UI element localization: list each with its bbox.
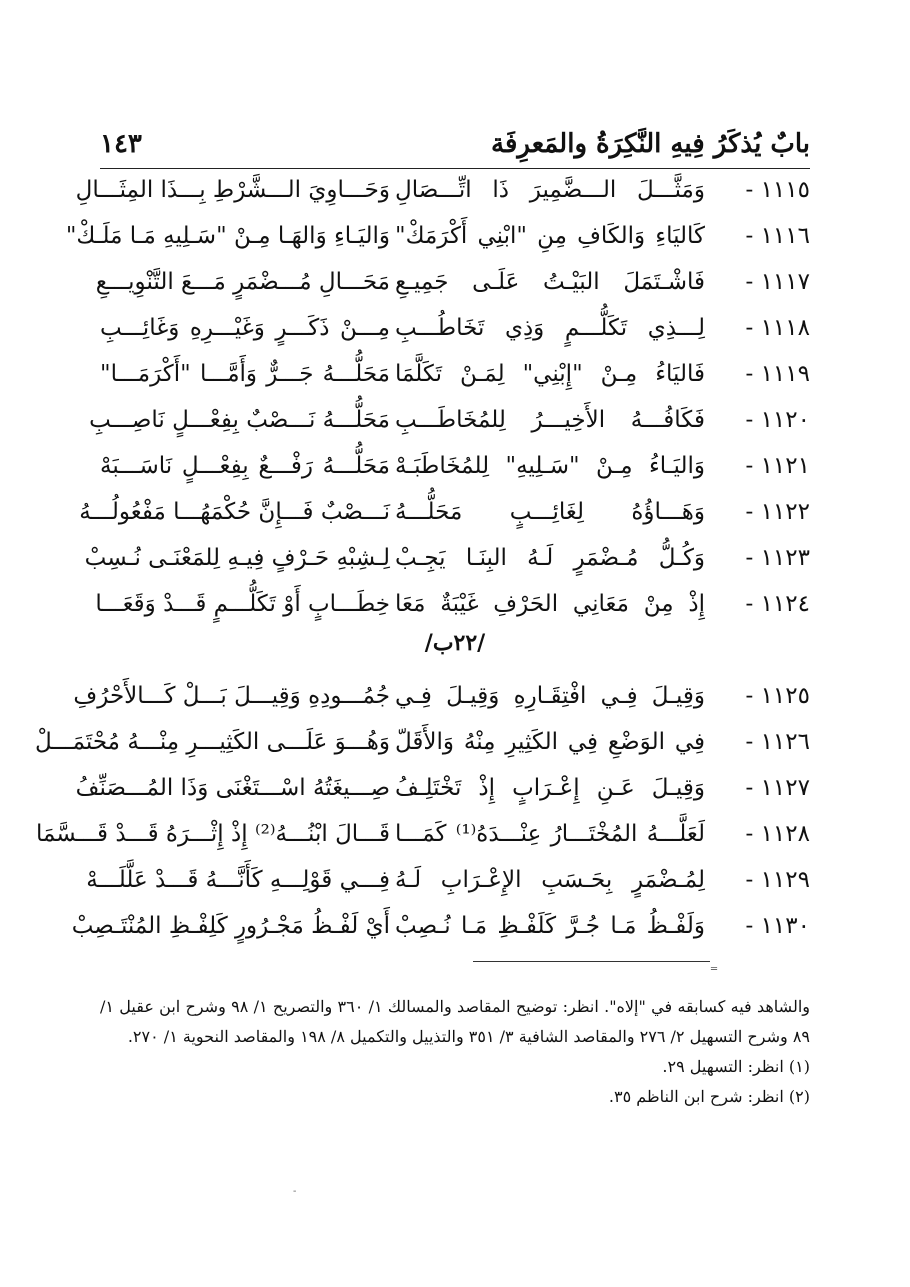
verse-first-hemistich: فَاليَاءُ مِـنْ "إِبْنِي" لِمَـنْ تَكَلَّمَا bbox=[395, 361, 705, 387]
verse-first-hemistich: لَعَلَّـــهُ المُخْتَـــارُ عِنْـــدَهُ⁽¹⁾ كَمَـــا bbox=[395, 821, 705, 847]
footnote-separator bbox=[473, 961, 710, 962]
verse-line bbox=[71, 906, 810, 952]
verse-number: ١١٢٥ - bbox=[745, 683, 810, 709]
verse-second-hemistich: قَـــالَ ابْنُـــهُ⁽²⁾ إِذْ إِثْـــرَهُ قَـــدْ قَـــسَّمَا bbox=[36, 821, 390, 847]
verse-first-hemistich: لِـــذِي تَكَلُّـــمٍ وَذِي تَخَاطُـــبِ bbox=[395, 315, 705, 341]
verse-line bbox=[86, 860, 810, 906]
verse-first-hemistich: لِمُـضْمَرٍ بِحَـسَبِ الإِعْـرَابِ لَـهُ bbox=[395, 867, 705, 893]
verse-first-hemistich: وَاليَـاءُ مِـنْ "سَـلِيهِ" لِلمُخَاطَبَـهْ bbox=[395, 453, 705, 479]
verse-first-hemistich: فَاشْـتَمَلَ البَيْـتُ عَلَـى جَمِيـعِ bbox=[395, 269, 705, 295]
verse-line bbox=[100, 308, 810, 354]
verse-second-hemistich: وَحَـــاوِيَ الـــشَّرْطِ بِـــذَا المِثَـــالِ bbox=[75, 177, 390, 203]
verse-number: ١١١٨ - bbox=[745, 315, 810, 341]
verse-number: ١١٢١ - bbox=[745, 453, 810, 479]
stray-mark: - bbox=[293, 1186, 297, 1197]
verse-second-hemistich: فِـــي قَوْلِـــهِ كَأَنَّـــهُ قَـــدْ عَلَّلَـــهْ bbox=[86, 867, 390, 893]
verse-line bbox=[75, 170, 810, 216]
verse-second-hemistich: مَحَلُّـــهُ نَـــصْبٌ بِفِعْـــلٍ نَاصِـــبِ bbox=[89, 407, 390, 433]
verse-second-hemistich: صِـــيغَتُهُ اسْـــتَغْنَى وَذَا المُـــصَنِّفُ bbox=[75, 775, 390, 801]
verse-first-hemistich: وَمَثَّـــلَ الـــضَّمِيرَ ذَا اتِّـــصَالِ bbox=[395, 177, 705, 203]
verse-number: ١١٣٠ - bbox=[745, 913, 810, 939]
verse-second-hemistich: وَاليَـاءِ وَالهَـا مِـنْ "سَـلِيهِ مَـا مَلَـكْ" bbox=[65, 223, 390, 249]
verse-number: ١١٢٩ - bbox=[745, 867, 810, 893]
verse-second-hemistich: جُمُـــودِهِ وَقِيـــلَ بَـــلْ كَـــالأَحْرُفِ bbox=[73, 683, 390, 709]
verse-line bbox=[34, 722, 810, 768]
verse-line bbox=[95, 262, 810, 308]
verse-number: ١١٢٣ - bbox=[745, 545, 810, 571]
footnotes bbox=[100, 992, 810, 1112]
verse-first-hemistich: وَهَـــاؤُهُ لِغَائِـــبٍ مَحَلُّـــهُ bbox=[395, 499, 705, 525]
footnote-2: (٢) انظر: شرح ابن الناظم ٣٥. bbox=[608, 1087, 810, 1106]
verse-first-hemistich: وَقِيـلَ عَـنِ إِعْـرَابٍ إِذْ تَخْتَلِـفُ bbox=[395, 775, 705, 801]
verse-first-hemistich: إِذْ مِنْ مَعَانِي الحَرْفِ غَيْبَةٌ مَعَا bbox=[395, 591, 705, 617]
verse-second-hemistich: لِـشِبْهِ حَـرْفٍ فِيـهِ لِلمَعْنَـى نُـسِبْ bbox=[84, 545, 390, 571]
verse-number: ١١٢٢ - bbox=[745, 499, 810, 525]
verse-second-hemistich: نَـــصْبٌ فَـــإِنَّ حُكْمَهُـــا مَفْعُولُـــهُ bbox=[79, 499, 390, 525]
verse-line bbox=[100, 354, 810, 400]
verse-number: ١١٢٤ - bbox=[745, 591, 810, 617]
verse-line bbox=[100, 446, 810, 492]
verse-line bbox=[36, 814, 810, 860]
verse-line bbox=[79, 492, 810, 538]
verse-number: ١١١٩ - bbox=[745, 361, 810, 387]
verse-second-hemistich: خِطَـــابٍ أَوْ تَكَلُّـــمٍ قَـــدْ وَقَعَـــا bbox=[95, 591, 390, 617]
verse-line bbox=[89, 400, 810, 446]
verse-number: ١١١٦ - bbox=[745, 223, 810, 249]
verse-first-hemistich: وَكُـلُّ مُـضْمَرٍ لَـهُ البِنَـا يَجِـبْ bbox=[395, 545, 705, 571]
verse-first-hemistich: كَاليَاءِ وَالكَافِ مِنِ "ابْنِي أَكْرَمَكْ" bbox=[395, 223, 705, 249]
verse-number: ١١٢٦ - bbox=[745, 729, 810, 755]
verse-second-hemistich: مَحَلُّـــهُ جَـــرٌّ وَأَمَّـــا "أَكْرَمَـــا" bbox=[100, 361, 390, 387]
verse-second-hemistich: مَحَـــالِ مُـــضْمَرٍ مَـــعَ التَّنْوِيـــعِ bbox=[95, 269, 390, 295]
verse-number: ١١٢٧ - bbox=[745, 775, 810, 801]
verse-first-hemistich: وَقِيـلَ فِـي افْتِقَـارِهِ وَقِيـلَ فِـي bbox=[395, 683, 705, 709]
verse-second-hemistich: أَيْ لَفْـظُ مَجْـرُورٍ كَلِفْـظِ المُنْتَـصِبْ bbox=[71, 913, 390, 939]
verse-second-hemistich: مِـــنْ ذَكَـــرٍ وَغَيْـــرِهِ وَغَائِـــبِ bbox=[100, 315, 390, 341]
verse-line bbox=[73, 676, 810, 722]
footnote-continuation-mark: ═ bbox=[711, 964, 718, 975]
verse-line bbox=[65, 216, 810, 262]
verse-second-hemistich: وَهُـــوَ عَلَـــى الكَثِيـــرِ مِنْـــهُ مُحْتَمَـــلْ bbox=[34, 729, 390, 755]
page-number: ١٤٣ bbox=[100, 129, 142, 159]
folio-marker: /٢٢ب/ bbox=[424, 630, 486, 656]
verse-line bbox=[84, 538, 810, 584]
verse-number: ١١٢٨ - bbox=[745, 821, 810, 847]
verse-number: ١١١٧ - bbox=[745, 269, 810, 295]
footnote-continued-text: والشاهد فيه كسابقه في "إلاه". انظر: توضيح المقاصد والمسالك ١/ ٣٦٠ والتصريح ١/ ٩٨ وشرح ابن عقيل ١/ ٨٩ وشرح التسهيل ٢/ ٢٧٦ والمقاصد الشافية ٣/ ٣٥١ والتذييل والتكميل ٨/ ١٩٨ والمقاصد النحوية ١/ ٢٧٠. bbox=[100, 997, 811, 1046]
verse-second-hemistich: مَحَلُّـــهُ رَفْـــعٌ بِفِعْـــلٍ نَاسَـــبَهْ bbox=[100, 453, 390, 479]
running-title: بابٌ يُذكَرُ فِيهِ النَّكِرَةُ والمَعرِفَة bbox=[491, 129, 810, 159]
verse-number: ١١١٥ - bbox=[745, 177, 810, 203]
verse-first-hemistich: وَلَفْـظُ مَـا جُـرَّ كَلَفْـظِ مَـا نُـصِبْ bbox=[395, 913, 705, 939]
verse-first-hemistich: فَكَافُـــهُ الأَخِيـــرُ لِلمُخَاطَـــبِ bbox=[395, 407, 705, 433]
verse-first-hemistich: فِي الوَضْعِ فِي الكَثِيرِ مِنْهُ وَالأَقَلّ bbox=[395, 729, 705, 755]
verse-number: ١١٢٠ - bbox=[745, 407, 810, 433]
page-header bbox=[100, 122, 810, 166]
verse-line bbox=[75, 768, 810, 814]
header-rule bbox=[100, 168, 810, 169]
footnote-1: (١) انظر: التسهيل ٢٩. bbox=[662, 1057, 810, 1076]
verse-line bbox=[95, 584, 810, 630]
